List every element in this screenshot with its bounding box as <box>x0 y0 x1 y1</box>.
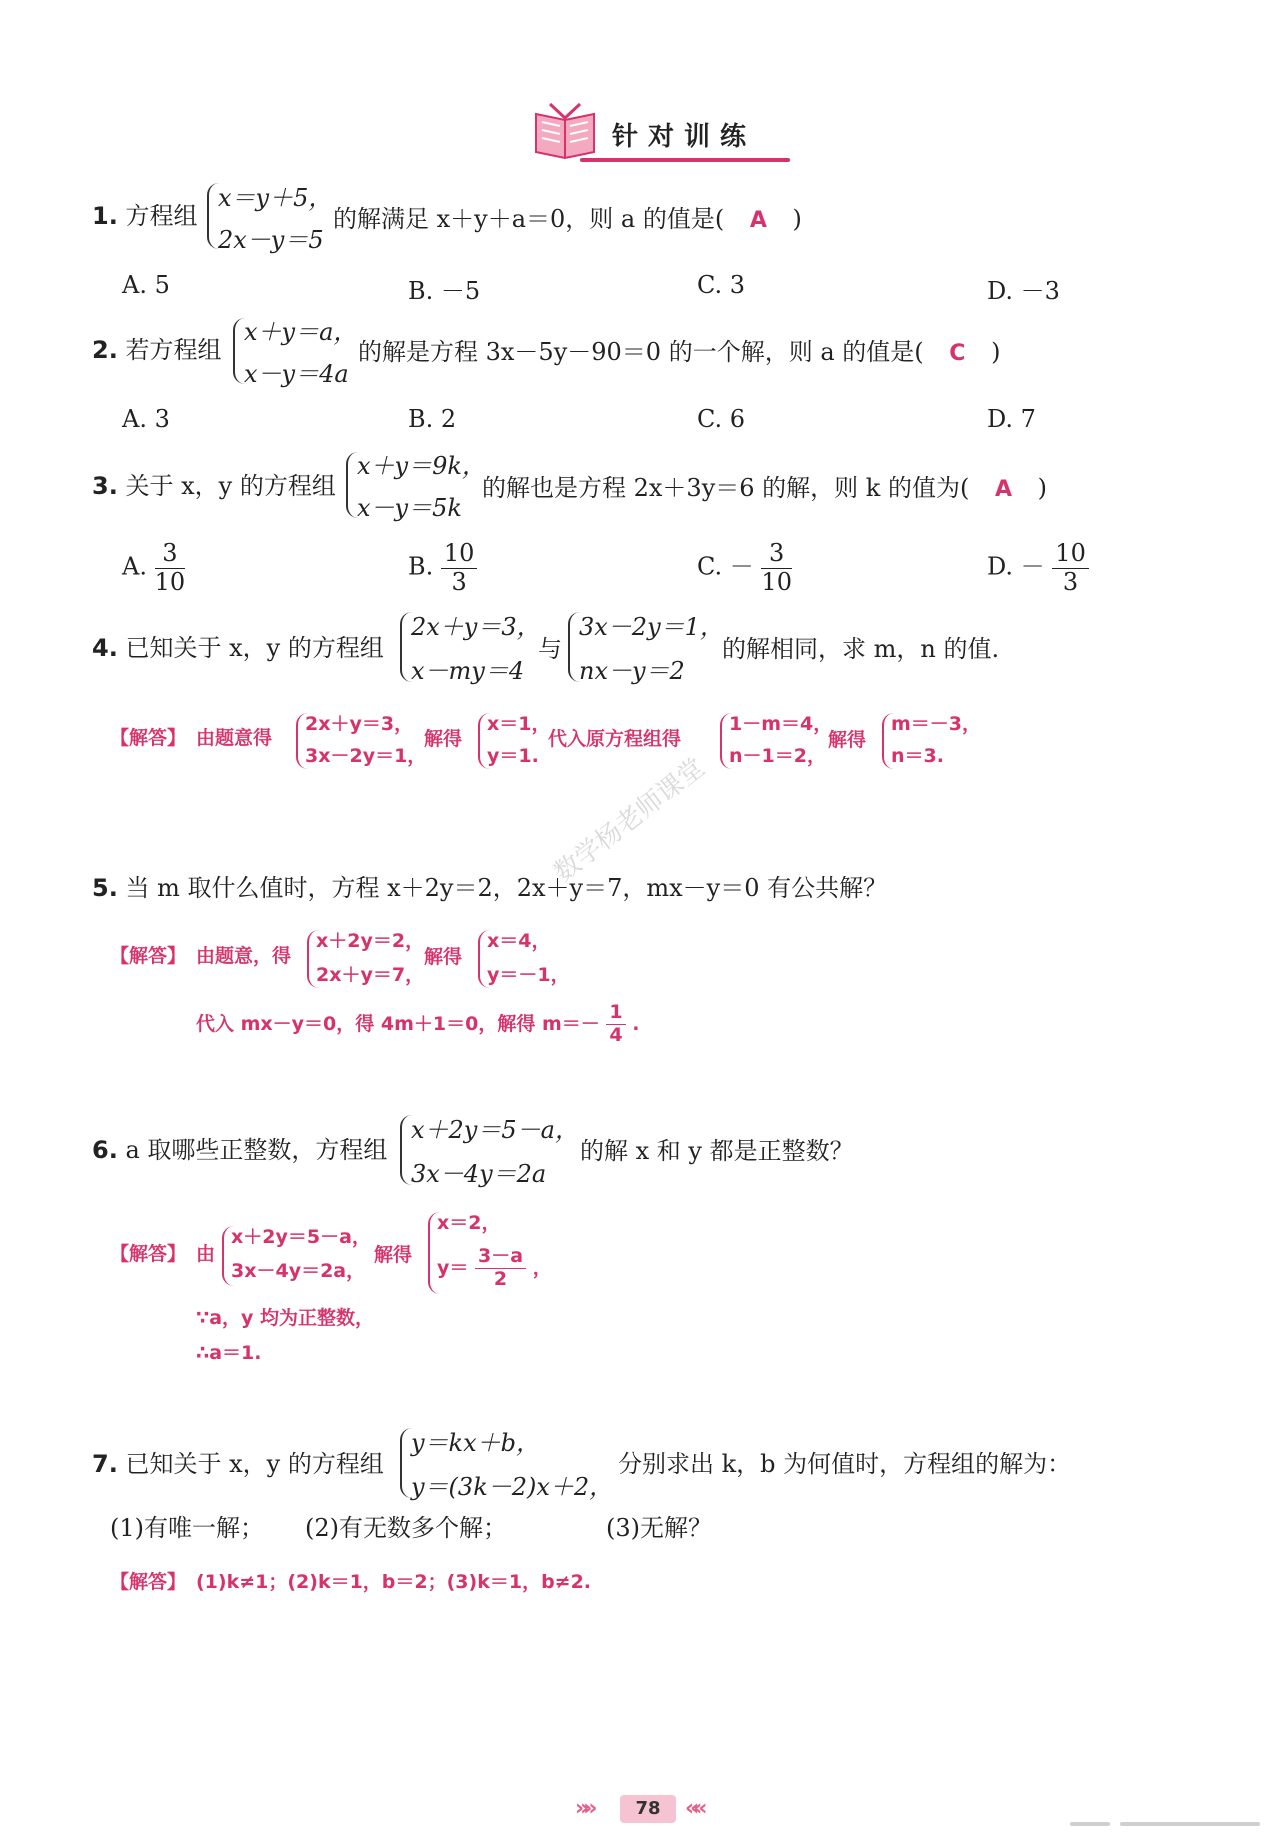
decorative-bar <box>1120 1822 1260 1826</box>
question-text: 当 m 取什么值时，方程 x＋2y＝2，2x＋y＝7，mx－y＝0 有公共解？ <box>125 874 888 902</box>
question-7-stem <box>92 1452 384 1476</box>
question-4-stem <box>92 636 384 660</box>
solution-equation: 3x－4y＝2a， <box>231 1260 366 1282</box>
equation-line: x＋y＝a， <box>244 318 358 346</box>
book-icon <box>530 100 600 160</box>
solution-equation: x＝1， <box>487 713 551 735</box>
numerator: 3 <box>761 540 792 569</box>
solution-text: 代入原方程组得 <box>548 728 682 750</box>
option-b <box>408 540 477 596</box>
question-text: 的解满足 x＋y＋a＝0，则 a 的值是( <box>333 205 725 233</box>
option-fraction <box>441 540 478 596</box>
solution-tag: 【解答】 <box>110 945 187 967</box>
option-b: B. －5 <box>408 277 481 305</box>
chevron-right-icon: »» <box>575 1796 592 1821</box>
solution-text: 由题意得 <box>196 727 273 749</box>
solution-line: ∴a＝1. <box>196 1342 262 1364</box>
question-text: 若方程组 <box>125 336 222 364</box>
numerator: 10 <box>441 540 478 569</box>
denominator: 2 <box>493 1267 508 1290</box>
option-a: A. 5 <box>122 271 170 299</box>
numerator: 3－a <box>475 1246 526 1269</box>
answer-letter: A <box>749 208 767 233</box>
option-d: D. 7 <box>987 405 1036 433</box>
solution-equation: x＋2y＝2， <box>316 930 425 952</box>
question-text: 分别求出 k，b 为何值时，方程组的解为： <box>618 1450 1072 1478</box>
sub-question: (3)无解？ <box>606 1514 712 1542</box>
equation-line: x＋y＝9k， <box>357 452 486 480</box>
question-text: 关于 x，y 的方程组 <box>125 472 336 500</box>
question-2-tail <box>358 340 1000 365</box>
question-2-stem <box>92 338 221 362</box>
solution-line <box>196 1002 639 1047</box>
solution-text: 解得 <box>828 729 867 751</box>
solution-equation: x＝2， <box>437 1212 501 1234</box>
solution-equation <box>437 1246 552 1291</box>
question-number: 4. <box>92 634 118 662</box>
answer-letter: C <box>949 341 966 366</box>
option-sign: － <box>729 552 754 581</box>
solution-text: y＝ <box>437 1256 469 1279</box>
section-header <box>530 100 790 162</box>
question-3-stem <box>92 474 336 498</box>
chevron-left-icon: «« <box>685 1796 702 1821</box>
section-title: 针对训练 <box>612 122 757 152</box>
question-number: 5. <box>92 874 118 902</box>
denominator: 10 <box>761 567 792 596</box>
solution-text: 由 <box>196 1243 216 1265</box>
solution-fraction <box>606 1002 625 1047</box>
solution-equation: x＝4， <box>487 930 551 952</box>
question-text: 方程组 <box>125 202 198 230</box>
solution-equation: 2x＋y＝3， <box>305 713 414 735</box>
equation-line: 3x－4y＝2a <box>411 1160 547 1188</box>
solution-fraction <box>475 1246 526 1291</box>
sub-question: (1)有唯一解； <box>110 1514 264 1542</box>
question-number: 6. <box>92 1136 118 1164</box>
equation-line: nx－y＝2 <box>579 657 685 685</box>
equation-line: 2x＋y＝3， <box>411 613 541 641</box>
option-label: C. <box>697 552 723 581</box>
question-3-tail <box>482 476 1047 501</box>
question-number: 2. <box>92 336 118 364</box>
solution-equation: 1－m＝4， <box>729 713 833 735</box>
solution-text: 代入 mx－y＝0，得 4m＋1＝0，解得 m＝－ <box>196 1012 600 1035</box>
equation-line: 3x－2y＝1， <box>579 613 724 641</box>
solution-equation: n＝3. <box>891 745 944 767</box>
option-c: C. 6 <box>697 405 746 433</box>
close-paren: ) <box>1037 474 1048 502</box>
decorative-bar <box>1070 1822 1110 1826</box>
equation-line: x－y＝4a <box>244 360 349 388</box>
answer-letter: A <box>994 477 1012 502</box>
title-underline <box>580 158 790 162</box>
option-b: B. 2 <box>408 405 457 433</box>
page-footer <box>575 1793 725 1827</box>
denominator: 10 <box>154 567 186 596</box>
solution-text: (1)k≠1；(2)k＝1，b＝2；(3)k＝1，b≠2. <box>196 1571 592 1593</box>
solution-text: ， <box>532 1256 552 1279</box>
solution-text: 由题意，得 <box>196 945 292 967</box>
question-text: 的解也是方程 2x＋3y＝6 的解，则 k 的值为( <box>482 474 970 502</box>
option-fraction <box>761 540 792 596</box>
page-number: 78 <box>620 1795 676 1823</box>
question-number: 7. <box>92 1450 118 1478</box>
option-d: D. －3 <box>987 277 1060 305</box>
solution-tag: 【解答】 <box>110 1571 187 1593</box>
option-a <box>122 540 185 596</box>
equation-line: x＋2y＝5－a， <box>411 1116 579 1144</box>
option-c: C. 3 <box>697 271 746 299</box>
solution-tag: 【解答】 <box>110 1243 187 1265</box>
option-fraction <box>155 540 186 596</box>
question-text: 的解是方程 3x－5y－90＝0 的一个解，则 a 的值是( <box>358 338 924 366</box>
solution-equation: m＝－3， <box>891 713 982 735</box>
equation-line: 2x－y＝5 <box>218 226 324 254</box>
question-text: 已知关于 x，y 的方程组 <box>125 1450 384 1478</box>
question-number: 3. <box>92 472 118 500</box>
option-sign: － <box>1020 552 1045 581</box>
option-fraction <box>1052 540 1089 596</box>
equation-line: x－y＝5k <box>357 494 462 522</box>
solution-tag: 【解答】 <box>110 727 187 749</box>
question-6-stem <box>92 1138 387 1162</box>
option-d <box>987 540 1089 596</box>
numerator: 3 <box>155 540 186 569</box>
option-label: A. <box>122 552 147 581</box>
question-text: 的解 x 和 y 都是正整数？ <box>580 1137 854 1165</box>
solution-text: 解得 <box>424 728 463 750</box>
question-1-stem <box>92 204 197 228</box>
numerator: 1 <box>606 1002 625 1025</box>
solution-equation: 3x－2y＝1， <box>305 745 427 767</box>
watermark: 数学杨老师课堂 <box>548 752 711 889</box>
solution-equation: y＝1. <box>487 745 539 767</box>
question-1-tail <box>333 207 802 232</box>
solution-text: 解得 <box>424 946 463 968</box>
question-text: 的解相同，求 m，n 的值. <box>722 635 1000 663</box>
option-a: A. 3 <box>122 405 170 433</box>
option-c <box>697 540 792 596</box>
option-label: D. <box>987 552 1014 581</box>
solution-equation: n－1＝2， <box>729 745 826 767</box>
solution-text: 解得 <box>374 1244 413 1266</box>
question-text: 与 <box>538 635 562 663</box>
equation-line: x－my＝4 <box>411 657 525 685</box>
question-5-stem <box>92 876 887 900</box>
question-number: 1. <box>92 202 118 230</box>
numerator: 10 <box>1052 540 1089 569</box>
denominator: 3 <box>451 567 467 596</box>
option-label: B. <box>408 552 434 581</box>
denominator: 4 <box>609 1023 623 1046</box>
sub-question: (2)有无数多个解； <box>305 1514 507 1542</box>
equation-line: y＝(3k－2)x＋2， <box>411 1473 614 1501</box>
solution-text: . <box>632 1012 640 1035</box>
equation-line: x＝y＋5， <box>218 184 333 212</box>
solution-equation: x＋2y＝5－a， <box>231 1226 371 1248</box>
solution-equation: y＝－1， <box>487 964 570 986</box>
solution-line: ∵a，y 均为正整数， <box>196 1307 375 1329</box>
question-text: a 取哪些正整数，方程组 <box>125 1136 388 1164</box>
close-paren: ) <box>991 338 1001 366</box>
denominator: 3 <box>1062 567 1079 596</box>
close-paren: ) <box>792 205 802 233</box>
equation-line: y＝kx＋b， <box>411 1429 540 1457</box>
question-text: 已知关于 x，y 的方程组 <box>125 634 384 662</box>
solution-equation: 2x＋y＝7， <box>316 964 425 986</box>
